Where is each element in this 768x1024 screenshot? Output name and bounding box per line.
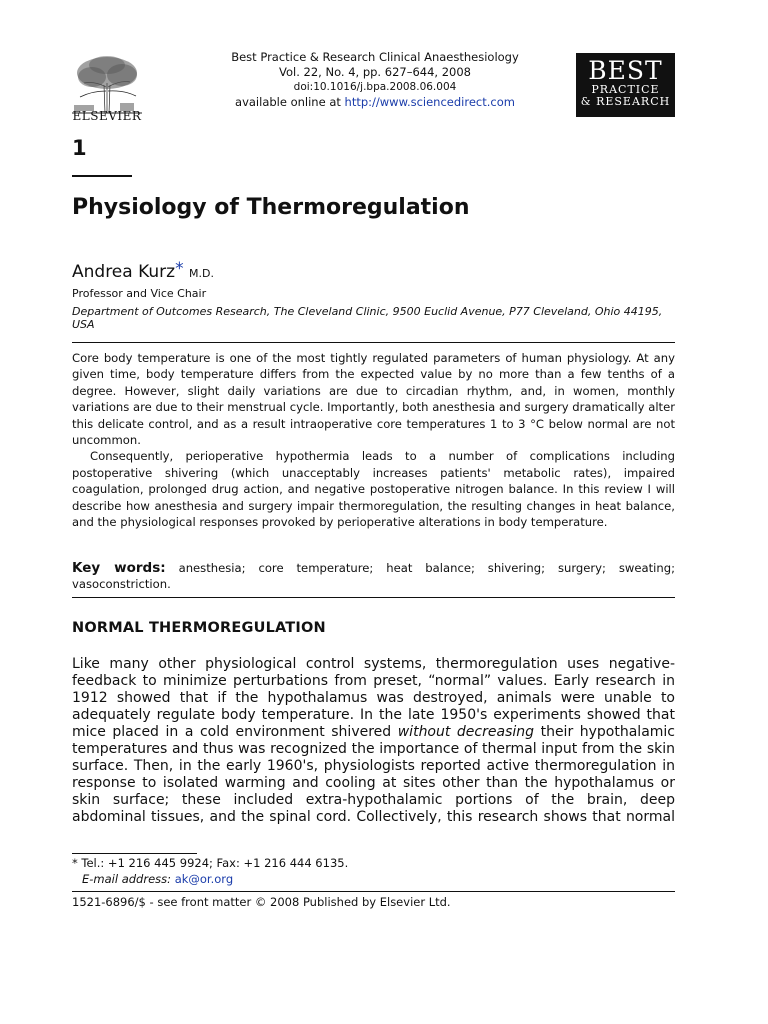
body-text-part-1: Like many other physiological control systems, thermoregulation uses negative-feedback to minimize perturbations from preset, “normal” values. Early research in 1912 showed that if the hypothalamus was destroyed, animals were unable to adequately regulate body temperature. In the late 1950's experiments showed that mice placed in a cold environment shivered — [72, 656, 675, 740]
publisher-name: ELSEVIER — [72, 109, 142, 123]
footnote-divider — [72, 853, 197, 854]
author-position: Professor and Vice Chair — [72, 287, 207, 300]
badge-line-2: PRACTICE — [591, 83, 660, 96]
abstract-bottom-divider — [72, 597, 675, 598]
author-affiliation: Department of Outcomes Research, The Cleveland Clinic, 9500 Euclid Avenue, P77 Cleveland, Ohio 44195, USA — [72, 305, 663, 331]
keywords-text: anesthesia; core temperature; heat balance; shivering; surgery; sweating; vasoconstriction. — [72, 561, 675, 592]
email-link[interactable]: ak@or.org — [174, 871, 234, 886]
chapter-divider — [72, 175, 132, 177]
keywords — [72, 560, 675, 593]
body-paragraph — [72, 656, 675, 826]
best-practice-badge — [576, 53, 675, 117]
author-line — [72, 259, 214, 282]
author-name: Andrea Kurz — [72, 262, 176, 282]
author-footnote-marker[interactable]: * — [175, 259, 184, 279]
section-heading: NORMAL THERMOREGULATION — [72, 620, 326, 636]
badge-line-3: & RESEARCH — [580, 95, 671, 108]
available-prefix: available online at — [235, 95, 341, 109]
sciencedirect-link[interactable]: http://www.sciencedirect.com — [344, 95, 515, 109]
article-title: Physiology of Thermoregulation — [72, 195, 470, 220]
body-text-italic: without decreasing — [397, 724, 535, 740]
journal-info — [220, 50, 530, 110]
footnote — [72, 856, 348, 887]
front-matter-divider — [72, 891, 675, 892]
author-degree: M.D. — [189, 267, 214, 280]
doi: doi:10.1016/j.bpa.2008.06.004 — [293, 81, 457, 93]
body-text-part-2: their hypothalamic temperatures and thus was recognized the importance of thermal input from the skin surface. Then, in the early 1960's, physiologists reported active thermoregulation in response to isolated warming and cooling at sites other than the hypothalamus or skin surface; these included extra-hypothalamic portions of the brain, deep abdominal tissues, and the spinal cord. Collectively, this research shows that normal — [72, 724, 675, 825]
keywords-label: Key words: — [72, 560, 166, 576]
badge-line-1: BEST — [588, 56, 663, 85]
front-matter: 1521-6896/$ - see front matter © 2008 Published by Elsevier Ltd. — [72, 895, 451, 909]
abstract-top-divider — [72, 342, 675, 343]
abstract-paragraph-1: Core body temperature is one of the most tightly regulated parameters of human physiology. At any given time, body temperature differs from the expected value by no more than a few tenths of a degree. However, slight daily variations are due to circadian rhythm, and, in women, monthly variations are due to their menstrual cycle. Importantly, both anesthesia and surgery dramatically alter this delicate control, and as a result intraoperative core temperatures 1 to 3 °C below normal are not uncommon. — [72, 351, 675, 448]
chapter-number: 1 — [72, 136, 87, 160]
abstract — [72, 350, 675, 530]
email-label: E-mail address: — [82, 871, 172, 886]
footnote-contact: * Tel.: +1 216 445 9924; Fax: +1 216 444 6135. — [72, 856, 349, 870]
abstract-paragraph-2: Consequently, perioperative hypothermia leads to a number of complications including postoperative shivering (which unacceptably increases patients' metabolic rates), impaired coagulation, prolonged drug action, and negative postoperative nitrogen balance. In this review I will describe how anesthesia and surgery impair thermoregulation, the resulting changes in heat balance, and the physiological responses provoked by perioperative alterations in body temperature. — [72, 449, 675, 530]
journal-name: Best Practice & Research Clinical Anaesthesiology — [231, 50, 519, 64]
footnote-email-line — [82, 872, 348, 888]
journal-volume: Vol. 22, No. 4, pp. 627–644, 2008 — [279, 65, 471, 79]
availability-line — [220, 95, 530, 110]
